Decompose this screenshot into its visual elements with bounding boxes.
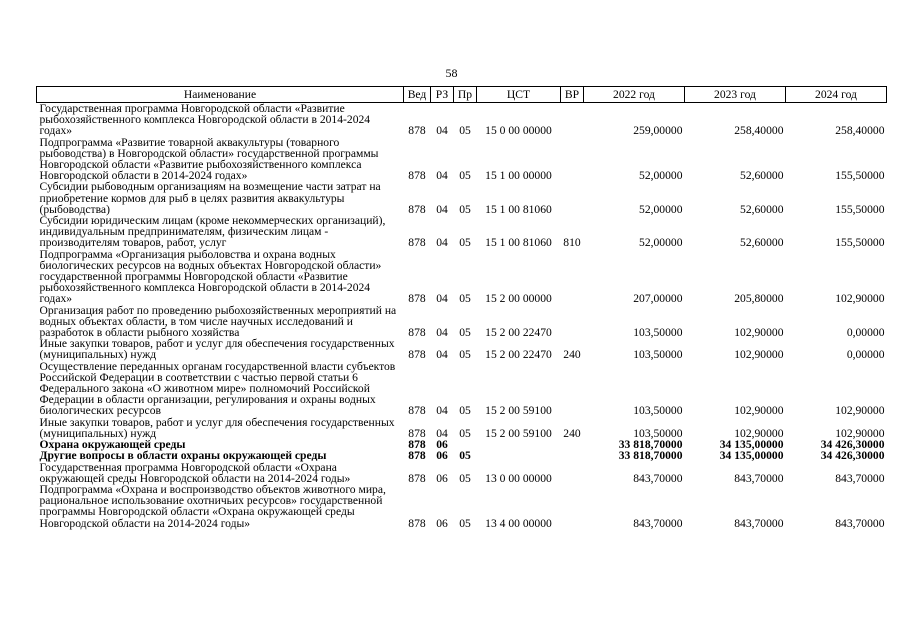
amount-2024-cell: 0,00000 <box>846 326 885 340</box>
amount-2022-cell: 33 818,70000 <box>618 449 683 463</box>
name-cell: Субсидии рыбоводным организациям на возмещение части затрат на приобретение кормов для рыб в целях развития аквакультуры (рыбоводства) <box>39 180 381 216</box>
ved-cell: 878 <box>408 348 426 362</box>
cst-cell <box>477 450 561 461</box>
vr-cell: 240 <box>563 348 581 362</box>
rz-cell: 04 <box>436 426 448 440</box>
pr-cell: 05 <box>459 471 471 485</box>
table-row <box>37 462 887 484</box>
ved-cell: 878 <box>408 516 426 530</box>
rz-cell: 04 <box>436 202 448 216</box>
name-cell: Другие вопросы в области охраны окружающей среды <box>39 449 327 463</box>
amount-2024-cell: 0,00000 <box>846 348 885 362</box>
vr-cell <box>561 484 584 529</box>
amount-2022-cell: 103,50000 <box>633 348 683 362</box>
amount-2023-cell: 843,70000 <box>734 471 784 485</box>
table-row <box>37 450 887 461</box>
page-number: 58 <box>445 66 458 80</box>
table-row <box>37 361 887 417</box>
ved-cell: 878 <box>408 404 426 418</box>
ved-cell: 878 <box>408 326 426 340</box>
amount-2022-cell: 207,00000 <box>633 292 683 306</box>
header-rz: РЗ <box>431 87 454 103</box>
rz-cell: 04 <box>436 169 448 183</box>
vr-cell <box>561 462 584 484</box>
ved-cell: 878 <box>408 471 426 485</box>
pr-cell: 05 <box>459 404 471 418</box>
vr-cell: 810 <box>563 236 581 250</box>
header-cst: ЦСТ <box>477 87 561 103</box>
header-pr: Пр <box>454 87 477 103</box>
header-2023: 2023 год <box>685 87 786 103</box>
header-2022: 2022 год <box>584 87 685 103</box>
name-cell: Иные закупки товаров, работ и услуг для обеспечения государственных (муниципальных) нужд <box>39 415 395 440</box>
amount-2022-cell: 843,70000 <box>633 471 683 485</box>
amount-2022-cell: 103,50000 <box>633 426 683 440</box>
vr-cell: 240 <box>563 426 581 440</box>
name-cell: Подпрограмма «Охрана и воспроизводство объектов животного мира, рациональное использование охотничьих ресурсов» государственной программы Новгородской области «Охрана окружающей среды Новгородской области на 2014-2024 годы» <box>39 482 386 530</box>
rz-cell: 04 <box>436 236 448 250</box>
pr-cell: 05 <box>459 326 471 340</box>
vr-cell <box>561 249 584 305</box>
amount-2023-cell: 52,60000 <box>740 169 784 183</box>
header-ved: Вед <box>404 87 431 103</box>
pr-cell: 05 <box>459 426 471 440</box>
amount-2023-cell: 52,60000 <box>740 202 784 216</box>
amount-2023-cell: 34 135,00000 <box>719 449 784 463</box>
amount-2023-cell: 52,60000 <box>740 236 784 250</box>
ved-cell: 878 <box>408 124 426 138</box>
ved-cell: 878 <box>408 202 426 216</box>
table-row <box>37 484 887 529</box>
amount-2023-cell: 258,40000 <box>734 124 784 138</box>
table-body <box>37 103 887 529</box>
cst-cell: 15 2 00 59100 <box>485 426 552 440</box>
amount-2023-cell: 102,90000 <box>734 404 784 418</box>
pr-cell: 05 <box>459 169 471 183</box>
pr-cell: 05 <box>459 202 471 216</box>
amount-2024-cell: 34 426,30000 <box>820 449 885 463</box>
amount-2022-cell: 52,00000 <box>639 169 683 183</box>
amount-2024-cell: 155,50000 <box>835 169 885 183</box>
vr-cell <box>561 137 584 182</box>
pr-cell: 05 <box>459 124 471 138</box>
name-cell: Государственная программа Новгородской области «Охрана окружающей среды Новгородской области на 2014-2024 годы» <box>39 460 351 485</box>
amount-2023-cell: 843,70000 <box>734 516 784 530</box>
name-cell: Подпрограмма «Организация рыболовства и охрана водных биологических ресурсов на водных объектах Новгородской области» государственной программы Новгородской области «Развитие рыбохозяйственного комплекса Новгородской области в 2014-2024 годах» <box>39 247 382 306</box>
cst-cell: 13 0 00 00000 <box>485 471 552 485</box>
cst-cell: 15 1 00 81060 <box>485 202 552 216</box>
table-row <box>37 103 887 137</box>
ved-cell: 878 <box>408 426 426 440</box>
name-cell: Организация работ по проведению рыбохозяйственных мероприятий на водных объектах области, в том числе научных исследований и разработок в области рыбного хозяйства <box>39 303 397 340</box>
vr-cell <box>561 450 584 461</box>
rz-cell: 04 <box>436 124 448 138</box>
table-row <box>37 137 887 182</box>
pr-cell: 05 <box>459 516 471 530</box>
cst-cell: 15 0 00 00000 <box>485 124 552 138</box>
amount-2023-cell: 102,90000 <box>734 348 784 362</box>
amount-2024-cell: 155,50000 <box>835 236 885 250</box>
name-cell: Субсидии юридическим лицам (кроме некоммерческих организаций), индивидуальным предпринимателям, физическим лицам - производителям товаров, работ, услуг <box>39 214 386 250</box>
amount-2024-cell: 102,90000 <box>835 292 885 306</box>
pr-cell: 05 <box>459 449 471 463</box>
name-cell: Подпрограмма «Развитие товарной аквакультуры (товарного рыбоводства) в Новгородской области» государственной программы Новгородской области «Развитие рыбохозяйственного комплекса Новгородской области в 2014-2024 годах» <box>39 135 379 183</box>
vr-cell <box>561 361 584 417</box>
rz-cell: 06 <box>436 449 448 463</box>
cst-cell <box>477 439 561 450</box>
amount-2023-cell: 34 135,00000 <box>719 438 784 452</box>
table-row <box>37 215 887 249</box>
amount-2024-cell: 102,90000 <box>835 426 885 440</box>
rz-cell: 06 <box>436 438 448 452</box>
amount-2024-cell: 843,70000 <box>835 516 885 530</box>
amount-2023-cell: 205,80000 <box>734 292 784 306</box>
amount-2024-cell: 258,40000 <box>835 124 885 138</box>
vr-cell <box>561 103 584 137</box>
vr-cell <box>561 305 584 339</box>
amount-2022-cell: 103,50000 <box>633 326 683 340</box>
rz-cell: 06 <box>436 471 448 485</box>
rz-cell: 04 <box>436 292 448 306</box>
cst-cell: 15 2 00 22470 <box>485 348 552 362</box>
amount-2024-cell: 34 426,30000 <box>820 438 885 452</box>
amount-2022-cell: 52,00000 <box>639 236 683 250</box>
budget-table <box>36 86 887 529</box>
header-row <box>37 87 887 103</box>
amount-2024-cell: 843,70000 <box>835 471 885 485</box>
name-cell: Охрана окружающей среды <box>39 438 186 452</box>
cst-cell: 13 4 00 00000 <box>485 516 552 530</box>
table-row <box>37 181 887 215</box>
amount-2022-cell: 52,00000 <box>639 202 683 216</box>
table-row <box>37 249 887 305</box>
ved-cell: 878 <box>408 438 426 452</box>
pr-cell: 05 <box>459 236 471 250</box>
cst-cell: 15 2 00 59100 <box>485 404 552 418</box>
header-vr: ВР <box>561 87 584 103</box>
amount-2022-cell: 103,50000 <box>633 404 683 418</box>
ved-cell: 878 <box>408 449 426 463</box>
rz-cell: 04 <box>436 404 448 418</box>
vr-cell <box>561 439 584 450</box>
rz-cell: 04 <box>436 326 448 340</box>
amount-2024-cell: 102,90000 <box>835 404 885 418</box>
amount-2023-cell: 102,90000 <box>734 426 784 440</box>
header-name: Наименование <box>37 87 404 103</box>
cst-cell: 15 1 00 00000 <box>485 169 552 183</box>
rz-cell: 04 <box>436 348 448 362</box>
name-cell: Государственная программа Новгородской области «Развитие рыбохозяйственного комплекса Новгородской области в 2014-2024 годах» <box>39 102 371 138</box>
cst-cell: 15 2 00 22470 <box>485 326 552 340</box>
pr-cell: 05 <box>459 292 471 306</box>
ved-cell: 878 <box>408 169 426 183</box>
rz-cell: 06 <box>436 516 448 530</box>
name-cell: Иные закупки товаров, работ и услуг для обеспечения государственных (муниципальных) нужд <box>39 337 395 362</box>
table-row <box>37 305 887 339</box>
cst-cell: 15 1 00 81060 <box>485 236 552 250</box>
table-row <box>37 417 887 439</box>
table-row <box>37 338 887 360</box>
header-2024: 2024 год <box>786 87 887 103</box>
ved-cell: 878 <box>408 292 426 306</box>
ved-cell: 878 <box>408 236 426 250</box>
amount-2022-cell: 259,00000 <box>633 124 683 138</box>
name-cell: Осуществление переданных органам государственной власти субъектов Российской Федерации в соответствии с частью первой статьи 6 Федерального закона «О животном мире» полномочий Российской Федерации в области организации, регулирования и охраны водных биологических ресурсов <box>39 359 396 418</box>
pr-cell: 05 <box>459 348 471 362</box>
amount-2022-cell: 843,70000 <box>633 516 683 530</box>
amount-2022-cell: 33 818,70000 <box>618 438 683 452</box>
cst-cell: 15 2 00 00000 <box>485 292 552 306</box>
amount-2023-cell: 102,90000 <box>734 326 784 340</box>
vr-cell <box>561 181 584 215</box>
amount-2024-cell: 155,50000 <box>835 202 885 216</box>
